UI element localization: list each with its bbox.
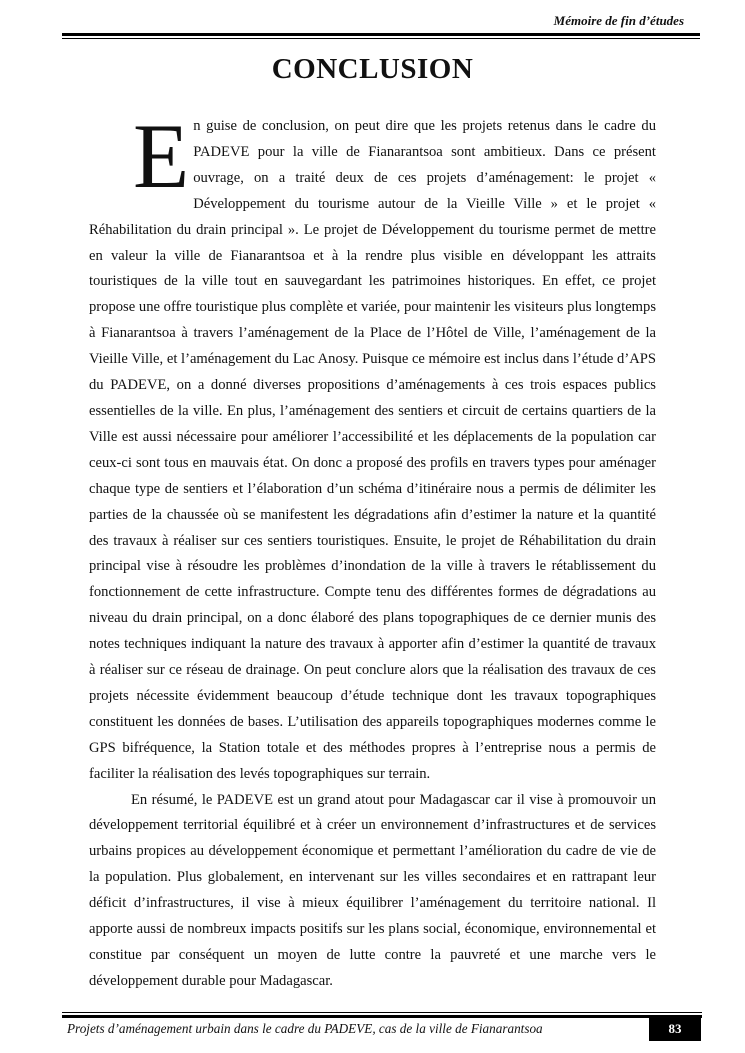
page-title: CONCLUSION: [271, 53, 474, 85]
paragraph-1-text: n guise de conclusion, on peut dire que les projets retenus dans le cadre du PADEVE pour la ville de Fianarantsoa sont ambitieux. Dans ce présent ouvrage, on a traité deux de ces projets d’aménagement: le projet « Développement du tourisme autour de la Vieille Ville » et le projet « Réhabilitation du drain principal ». Le projet de Développement du tourisme permet de mettre en valeur la ville de Fianarantsoa et à la rendre plus visible en développant les attraits touristiques de la ville tout en sauvegardant les patrimoines historiques. En effet, ce projet propose une offre touristique plus complète et variée, pour maintenir les visiteurs plus longtemps à Fianarantsoa à travers l’aménagement de la Place de l’Hôtel de Ville, l’aménagement de la Vieille Ville, et l’aménagement du Lac Anosy. Puisque ce mémoire est inclus dans l’étude d’APS du PADEVE, on a donné diverses propositions d’aménagements à ces trois espaces publics essentielles de la ville. En plus, l’aménagement des sentiers et circuit de certains quartiers de la Ville est aussi nécessaire pour améliorer l’accessibilité et les déplacements de la population car ceux-ci sont tous en mauvais état. On donc a proposé des profils en travers types pour aménager chaque type de sentiers et l’élaboration d’un schéma d’itinéraire nous a permis de délimiter les parties de la chaussée où se manifestent les dégradations afin d’estimer la nature et la quantité des travaux à réaliser sur ces sentiers touristiques. Ensuite, le projet de Réhabilitation du drain principal vise à résoudre les problèmes d’inondation de la ville à travers le rétablissement du fonctionnement de cette infrastructure. Compte tenu des différentes formes de dégradations au niveau du drain principal, on a donc élaboré des plans topographiques de ce dernier munis des notes techniques indiquant la nature des travaux à apporter afin d’estimer la quantité de travaux à réaliser sur ce réseau de drainage. On peut conclure alors que la réalisation des travaux de ces projets nécessite évidemment beaucoup d’étude technique dont les travaux topographiques constituent les données de bases. L’utilisation des appareils topographiques modernes comme le GPS bifréquence, la Station totale et des méthodes propres à l’entreprise nous a permis de faciliter la réalisation des levés topographiques sur terrain.: [89, 118, 656, 782]
drop-cap: E: [133, 105, 190, 207]
running-header: Mémoire de fin d’études: [553, 13, 684, 28]
paragraph-2: En résumé, le PADEVE est un grand atout pour Madagascar car il vise à promouvoir un développement territorial équilibré et à créer un environnement d’infrastructures et de services urbains propices au développement économique et permettant l’amélioration du cadre de vie de la population. Plus globalement, en intervenant sur les villes secondaires et en rattrapant leur déficit d’infrastructures, il vise à mieux équilibrer l’aménagement du territoire national. Il apporte aussi de nombreux impacts positifs sur les plans social, économique, environnemental et constitue par conséquent un moyen de lutte contre la pauvreté et une marche vers le développement durable pour Madagascar.: [89, 791, 656, 989]
body-text: [89, 105, 656, 995]
page-number: 83: [649, 1017, 701, 1041]
header-rule: [62, 33, 700, 39]
footer-text: Projets d’aménagement urbain dans le cadre du PADEVE, cas de la ville de Fianarantsoa: [67, 1021, 543, 1036]
footer-rule: [62, 1012, 702, 1018]
paragraph-1: [89, 105, 656, 788]
